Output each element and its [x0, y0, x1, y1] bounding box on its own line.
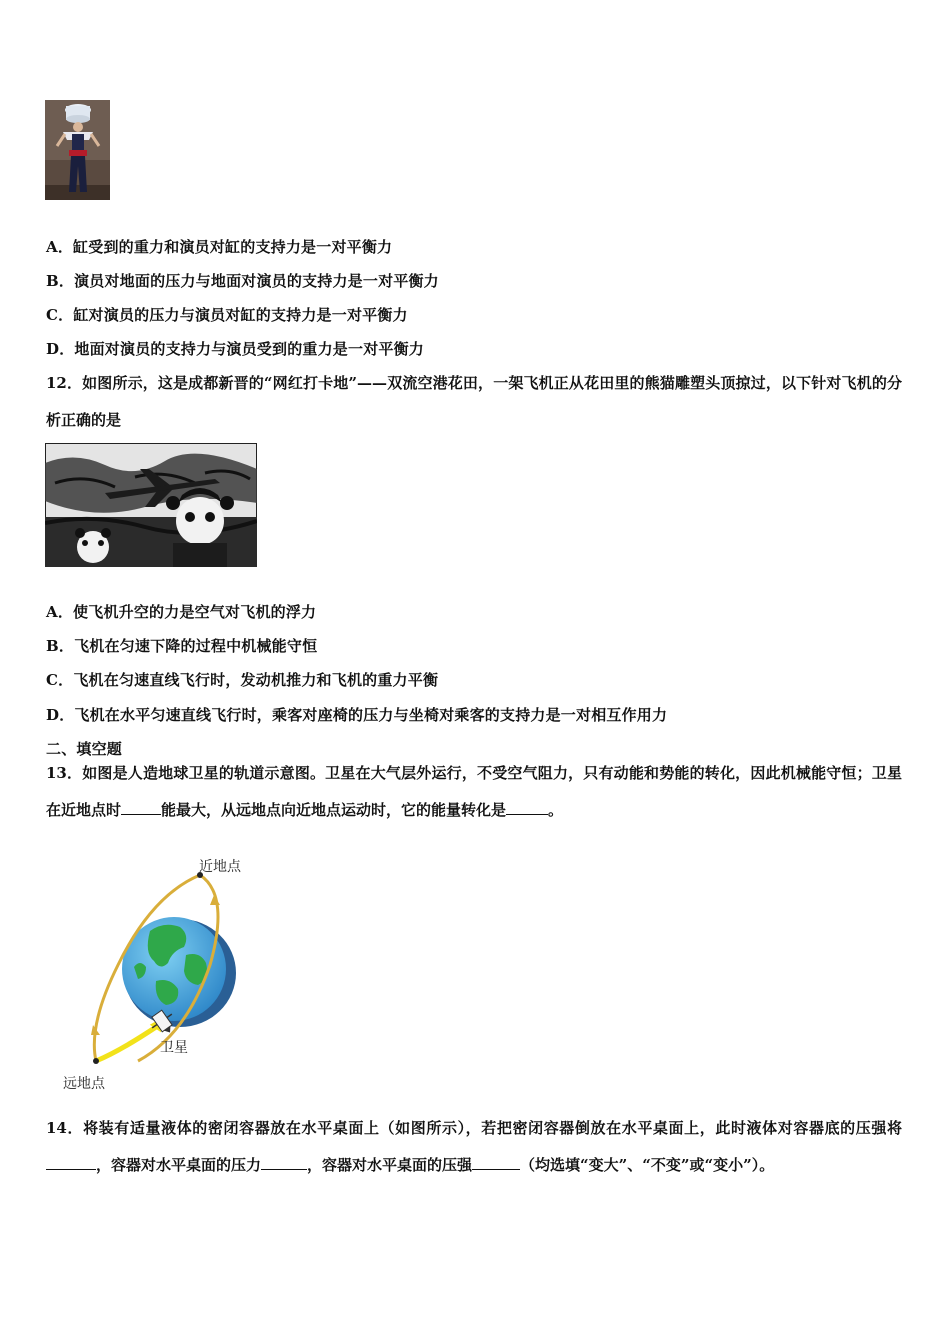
q12-option-b: B．飞机在匀速下降的过程中机械能守恒: [46, 637, 318, 655]
q14-blank-2[interactable]: [261, 1155, 307, 1170]
q14-blank-1[interactable]: [46, 1155, 96, 1170]
perigee-label: 近地点: [199, 859, 241, 875]
q13-text: [46, 755, 902, 829]
q13-blank-1[interactable]: [121, 800, 161, 815]
q14-blank-3[interactable]: [472, 1155, 520, 1170]
q11-option-c: C．缸对演员的压力与演员对缸的支持力是一对平衡力: [46, 306, 408, 324]
q13-text-c: 。: [548, 801, 564, 819]
q13-text-a: 13．如图是人造地球卫星的轨道示意图。卫星在大气层外运行，不受空气阻力，只有动能和势能的转化，因此机械能守恒；卫星在近地点时: [46, 764, 902, 819]
airplane-panda-photo: [45, 443, 257, 567]
satellite-label: 卫星: [160, 1040, 188, 1056]
q14-text-a: 14．将装有适量液体的密闭容器放在水平桌面上（如图所示），若把密闭容器倒放在水平桌面上，此时液体对容器底的压强将: [46, 1119, 902, 1137]
q12-option-a: A．使飞机升空的力是空气对飞机的浮力: [46, 603, 317, 621]
q14-text-b: ，容器对水平桌面的压力: [96, 1156, 262, 1174]
apogee-label: 远地点: [63, 1076, 105, 1092]
q14-text-c: ，容器对水平桌面的压强: [307, 1156, 473, 1174]
q13-text-b: 能最大，从远地点向近地点运动时，它的能量转化是: [161, 801, 507, 819]
q12-option-c: C．飞机在匀速直线飞行时，发动机推力和飞机的重力平衡: [46, 671, 439, 689]
q13-blank-2[interactable]: [506, 800, 548, 815]
q12-stem: 12．如图所示，这是成都新晋的“网红打卡地”——双流空港花田，一架飞机正从花田里的熊猫雕塑头顶掠过，以下针对飞机的分析正确的是: [46, 374, 902, 429]
q14-text: [46, 1110, 902, 1184]
q11-option-d: D．地面对演员的支持力与演员受到的重力是一对平衡力: [46, 340, 425, 358]
section-title: 二、填空题: [46, 740, 123, 758]
q11-option-b: B．演员对地面的压力与地面对演员的支持力是一对平衡力: [46, 272, 439, 290]
q12-option-d: D．飞机在水平匀速直线飞行时，乘客对座椅的压力与坐椅对乘客的支持力是一对相互作用力: [46, 706, 668, 724]
q11-option-a: A．缸受到的重力和演员对缸的支持力是一对平衡力: [46, 238, 393, 256]
satellite-orbit-diagram: [60, 855, 260, 1095]
q14-text-d: （均选填“变大”、“不变”或“变小”）。: [520, 1156, 775, 1174]
performer-photo: [45, 100, 110, 200]
